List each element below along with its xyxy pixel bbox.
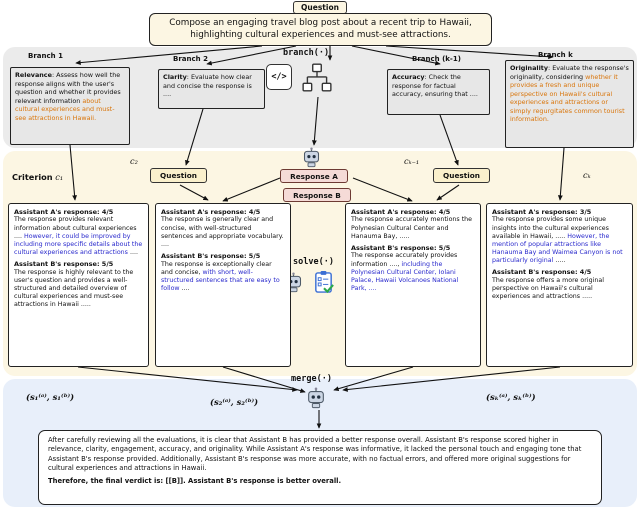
assistant-b-text [14, 269, 143, 310]
branch-box-relevance [10, 67, 130, 145]
c2-symbol: c₂ [130, 156, 138, 166]
ck-symbol: cₖ [583, 170, 591, 180]
solve-fn-label: solve(·) [293, 257, 334, 267]
text-segment: The response accurately mentions the Polynesian Cultural Center and Hanauma Bay, ..... [351, 216, 473, 240]
assistant-b-score: Assistant B's response: 5/5 [351, 243, 451, 252]
text-segment: The response is exceptionally clear and concise, [161, 260, 272, 276]
assistant-a-score: Assistant A's response: 3/5 [492, 208, 592, 216]
criterion-text: : Evaluate how clear and concise the response is .... [163, 73, 252, 99]
merge-fn-label: merge(·) [291, 374, 332, 384]
eval-box-4 [486, 203, 633, 367]
text-segment: The response provides relevant information about cultural experiences .... [14, 216, 137, 240]
response-b-box: Response B [283, 188, 351, 202]
criterion-text: : Assess how well the response aligns with the user's question and whether it provides relevant information [15, 71, 121, 105]
eval-box-3 [345, 203, 481, 367]
robot-icon [301, 147, 322, 168]
branch-fn-label: branch(·) [283, 48, 330, 58]
robot-icon [305, 387, 327, 409]
criterion-title: Accuracy [392, 73, 425, 81]
hierarchy-icon [301, 62, 333, 94]
eval-box-1 [8, 203, 149, 367]
assistant-b-text [351, 252, 475, 293]
assistant-b-score: Assistant B's response: 4/5 [492, 268, 592, 277]
question-tag: Question [293, 1, 347, 14]
criterion-title: Relevance [15, 71, 52, 79]
text-segment: The response is highly relevant to the user's question and provides a well-structured and detailed overview of cultural experiences and must-see attractions in Hawaii ..... [14, 268, 134, 309]
criterion-title: Originality [510, 64, 549, 72]
assistant-a-text [14, 216, 143, 257]
text-highlight: However, it could be improved by including more specific details about the cultural experiences and attractions [14, 232, 143, 257]
checklist-icon [312, 270, 335, 295]
text-segment: .... [127, 249, 138, 257]
branch-2-label: Branch 2 [173, 55, 208, 63]
eval-box-2 [155, 203, 291, 367]
criterion-highlight: about cultural experiences and must-see attractions in Hawaii. [15, 96, 115, 122]
response-a-box: Response A [280, 169, 348, 183]
text-segment: The response accurately provides information ...., [351, 252, 458, 268]
criterion-word: Criterion [12, 172, 53, 182]
branch-1-label: Branch 1 [28, 52, 63, 60]
score-tuple-1: (s₁⁽ᵃ⁾, s₁⁽ᵇ⁾) [26, 392, 75, 402]
verdict-text: After carefully reviewing all the evaluations, it is clear that Assistant B has provided a better response overall. Assistant B's response scored higher in relevance, clarity, engagement, accuracy, and originality. While Assistant A's response was informative, it lacked the personal touch and engaging tone that Assistant B's response provided. Additionally, Assistant B's response was more accurate, with no factual errors, and offered more original suggestions for cultural experiences and attractions in Hawaii. [48, 436, 582, 473]
score-tuple-k: (sₖ⁽ᵃ⁾, sₖ⁽ᵇ⁾) [486, 392, 536, 402]
question-mini-right: Question [433, 168, 490, 183]
text-highlight: with short, well-structured sentences that are easy to follow [161, 268, 280, 293]
assistant-a-score: Assistant A's response: 4/5 [14, 208, 114, 216]
assistant-b-text [161, 261, 285, 294]
verdict-box [38, 430, 602, 505]
assistant-a-text [161, 216, 285, 249]
ck1-symbol: cₖ₋₁ [404, 156, 420, 166]
code-icon: </> [266, 64, 292, 90]
assistant-a-score: Assistant A's response: 4/5 [351, 208, 451, 216]
question-box: Compose an engaging travel blog post about a recent trip to Hawaii, highlighting cultural experiences and must-see attractions. [149, 13, 492, 46]
text-segment: ..... [553, 257, 566, 265]
criterion-1-label [12, 172, 63, 182]
final-verdict-text: Therefore, the final verdict is: [[B]]. Assistant B's response is better overall. [48, 476, 342, 485]
c1-symbol: c₁ [55, 172, 64, 182]
text-highlight: including the Polynesian Cultural Center, Iolani Palace, Hawaii Volcanoes National Park, .... [351, 260, 459, 293]
text-highlight: However, the mention of popular attractions like Hanauma Bay and Waimea Canyon is not particularly original [492, 232, 623, 265]
criterion-text: : Evaluate the response's originality, considering [510, 64, 629, 81]
assistant-b-score: Assistant B's response: 5/5 [161, 252, 261, 261]
assistant-a-text [351, 216, 475, 241]
text-segment: .... [179, 285, 190, 293]
text-segment: The response offers a more original perspective on Hawaii's cultural experiences and attractions ..... [492, 276, 604, 301]
text-segment: The response is generally clear and concise, with well-structured sentences and appropriate vocabulary. .... [161, 216, 284, 248]
text-segment: The response provides some unique insights into the cultural experiences available in Hawaii, ..... [492, 216, 609, 240]
branch-box-clarity [158, 69, 265, 109]
branch-k1-label: Branch (k-1) [412, 55, 461, 63]
criterion-highlight: whether it provides a fresh and unique perspective on Hawaii's cultural experiences and attractions or simply regurgitates common tourist information. [510, 72, 625, 124]
assistant-b-text [492, 277, 627, 302]
score-tuple-2: (s₂⁽ᵃ⁾, s₂⁽ᵇ⁾) [210, 397, 259, 407]
branch-k-label: Branch k [538, 51, 573, 59]
criterion-title: Clarity [163, 73, 187, 81]
branch-box-originality [505, 60, 634, 148]
assistant-b-score: Assistant B's response: 5/5 [14, 260, 114, 269]
question-mini-left: Question [150, 168, 207, 183]
assistant-a-score: Assistant A's response: 4/5 [161, 208, 261, 216]
branch-box-accuracy [387, 69, 490, 115]
criterion-text: : Check the response for factual accuracy, ensuring that .... [392, 73, 478, 99]
assistant-a-text [492, 216, 627, 265]
